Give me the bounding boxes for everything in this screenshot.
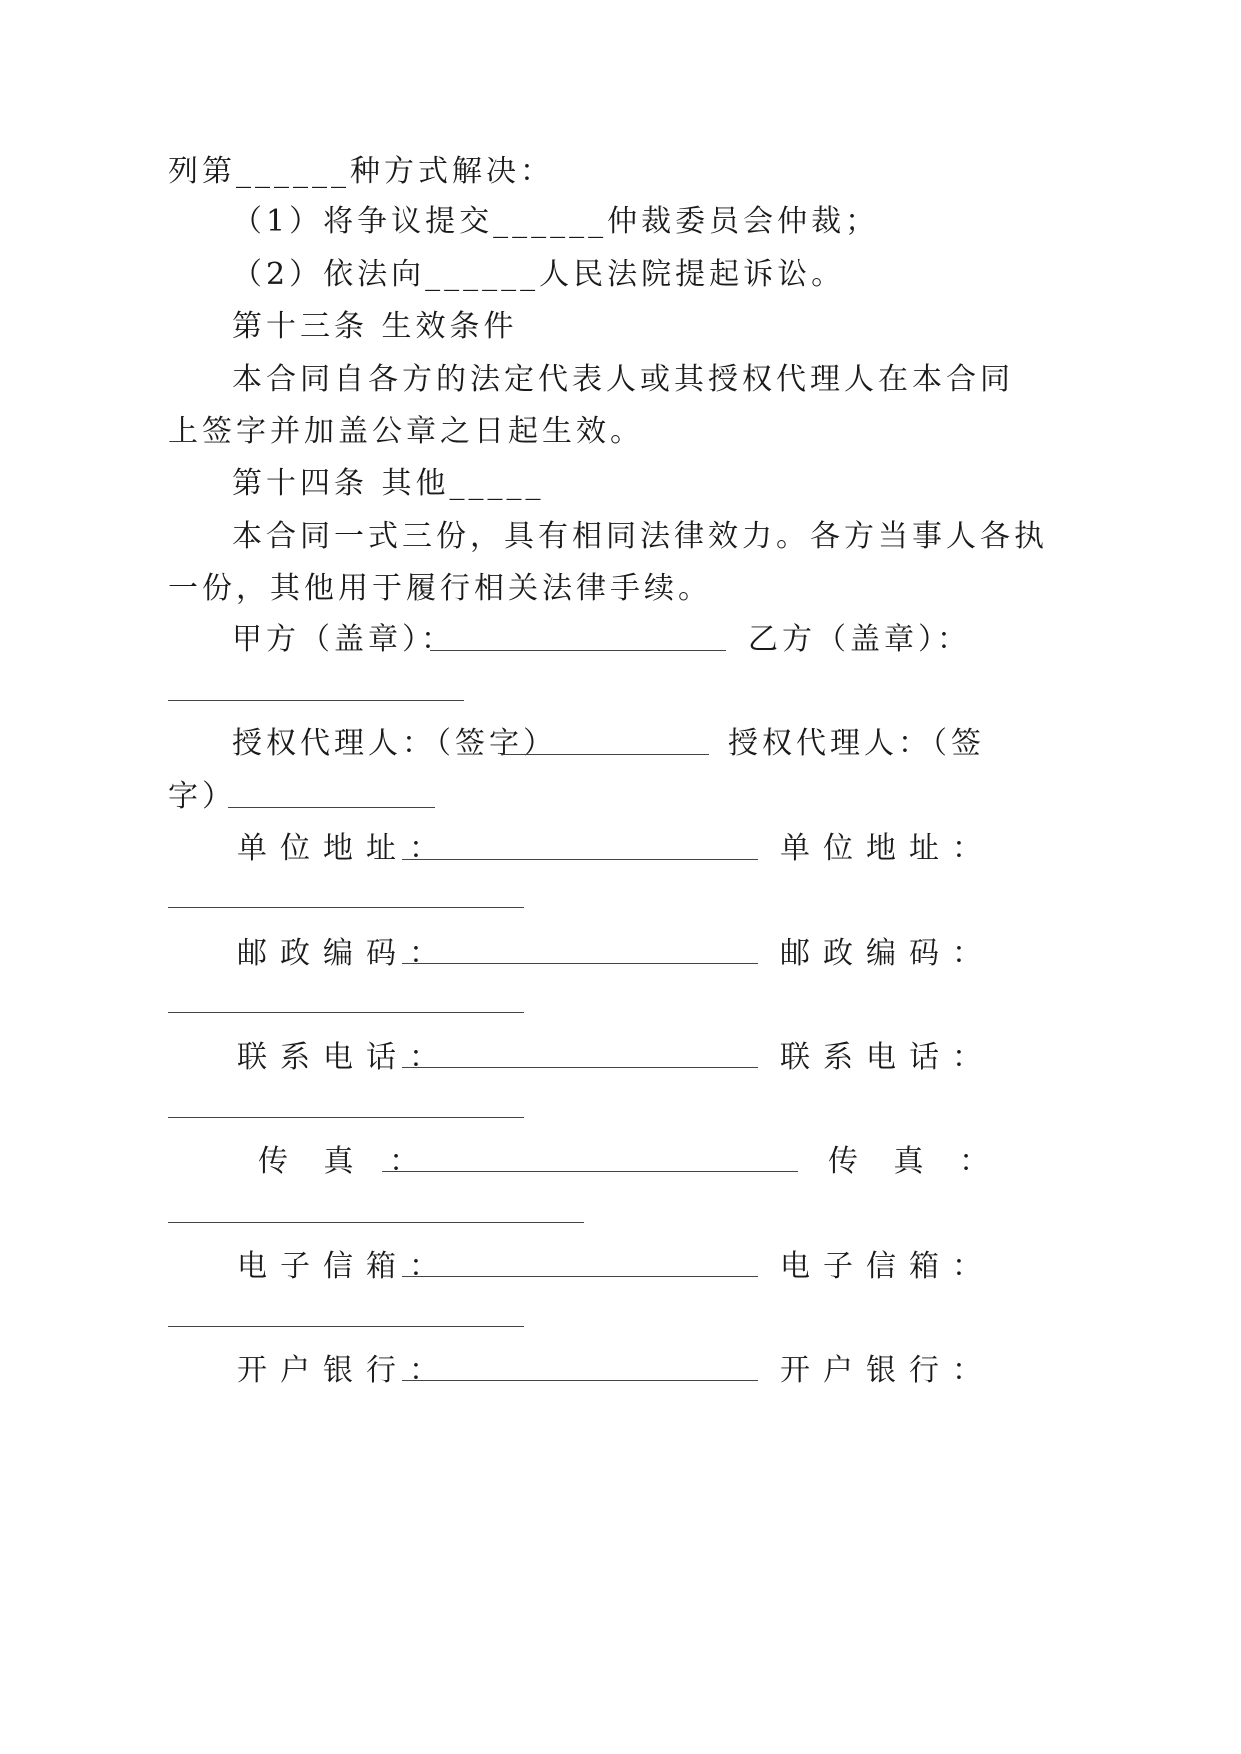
agent-b-label: 授权代理人：（签 bbox=[728, 726, 985, 761]
text-line-6: 上签字并加盖公章之日起生效。 bbox=[168, 414, 644, 449]
email-b-label: 电子信箱： bbox=[780, 1249, 995, 1284]
text-line-3: （2）依法向______人民法院提起诉讼。 bbox=[232, 257, 846, 292]
party-a-seal-label: 甲方（盖章）： bbox=[232, 622, 455, 657]
article-14-heading: 第十四条 其他_____ bbox=[232, 466, 545, 501]
postcode-b-label: 邮政编码： bbox=[780, 936, 995, 971]
address-a-blank bbox=[402, 859, 758, 860]
address-a-label: 单位地址： bbox=[237, 831, 452, 866]
agent-b-blank bbox=[228, 807, 435, 808]
phone-a-label: 联系电话： bbox=[237, 1040, 452, 1075]
address-b-blank bbox=[168, 907, 524, 908]
bank-a-blank bbox=[402, 1380, 758, 1381]
fax-a-label: 传 真 ： bbox=[258, 1144, 433, 1179]
fax-b-label: 传 真 ： bbox=[828, 1144, 1003, 1179]
fax-b-blank bbox=[168, 1222, 584, 1223]
article-13-heading: 第十三条 生效条件 bbox=[232, 309, 518, 344]
bank-b-label: 开户银行： bbox=[780, 1353, 995, 1388]
email-a-blank bbox=[402, 1276, 758, 1277]
text-line-9: 一份，其他用于履行相关法律手续。 bbox=[168, 571, 712, 606]
agent-b-label-cont: 字） bbox=[168, 779, 236, 814]
party-b-seal-blank bbox=[168, 700, 464, 701]
address-b-label: 单位地址： bbox=[780, 831, 995, 866]
email-a-label: 电子信箱： bbox=[237, 1249, 452, 1284]
agent-a-label: 授权代理人：（签字） bbox=[232, 726, 557, 761]
text-line-8: 本合同一式三份，具有相同法律效力。各方当事人各执 bbox=[232, 519, 1048, 554]
text-line-2: （1）将争议提交______仲裁委员会仲裁； bbox=[232, 204, 880, 239]
phone-b-blank bbox=[168, 1117, 524, 1118]
phone-b-label: 联系电话： bbox=[780, 1040, 995, 1075]
email-b-blank bbox=[168, 1326, 524, 1327]
text-line-1: 列第______种方式解决： bbox=[168, 154, 554, 189]
fax-a-blank bbox=[382, 1171, 798, 1172]
postcode-b-blank bbox=[168, 1012, 524, 1013]
agent-a-blank bbox=[502, 754, 709, 755]
postcode-a-label: 邮政编码： bbox=[237, 936, 452, 971]
party-a-seal-blank bbox=[430, 650, 726, 651]
phone-a-blank bbox=[402, 1067, 758, 1068]
bank-a-label: 开户银行： bbox=[237, 1353, 452, 1388]
party-b-seal-label: 乙方（盖章）： bbox=[748, 622, 971, 657]
postcode-a-blank bbox=[402, 963, 758, 964]
text-line-5: 本合同自各方的法定代表人或其授权代理人在本合同 bbox=[232, 362, 1014, 397]
